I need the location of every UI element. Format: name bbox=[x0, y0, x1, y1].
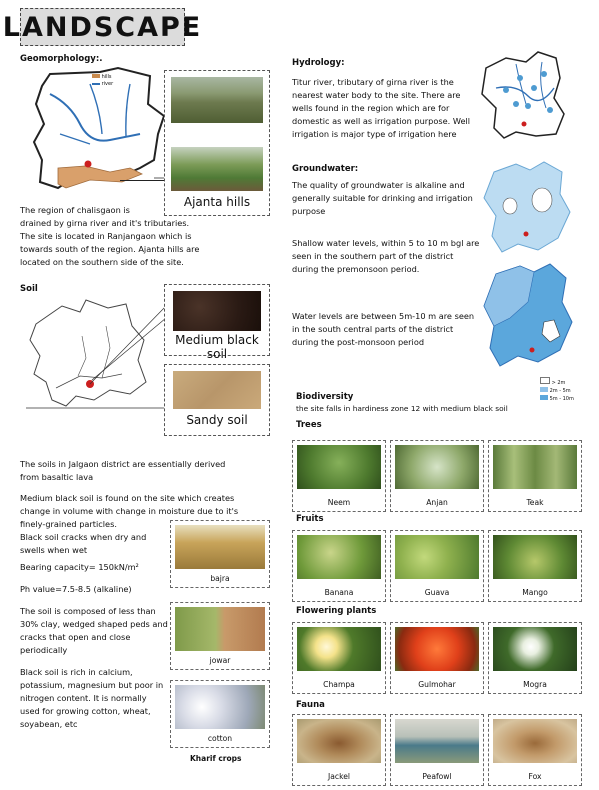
biodiversity-subtitle: the site falls in hardiness zone 12 with medium black soil bbox=[296, 404, 508, 413]
soil-text-cracks: Black soil cracks when dry and swells when wet bbox=[20, 532, 147, 555]
legend-deep: 5m - 10m bbox=[549, 396, 574, 402]
hydrology-text: Titur river, tributary of girna river is the nearest water body to the site. There are wells found in the region which are for domestic as well as irrigation purpose. Well irrigation is major type of irrigation here bbox=[292, 77, 471, 139]
fox-photo bbox=[493, 719, 577, 763]
fauna-card-peafowl: Peafowl bbox=[390, 714, 484, 786]
fruit-card-banana: Banana bbox=[292, 530, 386, 602]
cotton-photo bbox=[175, 685, 265, 729]
fruits-heading: Fruits bbox=[296, 514, 324, 524]
fauna-card-fox: Fox bbox=[488, 714, 582, 786]
hydrology-heading: Hydrology: bbox=[292, 58, 345, 68]
gulmohar-photo bbox=[395, 627, 479, 671]
banana-photo bbox=[297, 535, 381, 579]
flower-card-mogra: Mogra bbox=[488, 622, 582, 694]
geomorphology-heading: Geomorphology:. bbox=[20, 54, 103, 64]
sandy-soil-photo bbox=[173, 371, 261, 409]
legend-shallow: > 2m bbox=[551, 380, 566, 386]
jackel-photo bbox=[297, 719, 381, 763]
groundwater-text-quality: The quality of groundwater is alkaline and generally suitable for drinking and irrigation purpose bbox=[292, 180, 473, 216]
black-soil-caption: Medium black soil bbox=[175, 333, 259, 361]
black-soil-photo bbox=[173, 291, 261, 331]
legend-hills: hills bbox=[101, 74, 112, 80]
soil-text-origin: The soils in Jalgaon district are essentially derived from basaltic lava bbox=[20, 459, 226, 482]
sandy-soil-caption: Sandy soil bbox=[186, 413, 248, 427]
groundwater-premonsoon-map bbox=[480, 158, 572, 258]
medium-black-soil-frame bbox=[164, 284, 270, 361]
geomorphology-connector bbox=[120, 180, 168, 181]
flower-card-champa: Champa bbox=[292, 622, 386, 694]
crop-card-jowar: jowar bbox=[170, 602, 270, 670]
groundwater-text-premonsoon: Shallow water levels, within 5 to 10 m bgl are seen in the southern part of the district during the premonsoon period. bbox=[292, 238, 480, 274]
mogra-photo bbox=[493, 627, 577, 671]
bajra-photo bbox=[175, 525, 265, 569]
crop-card-bajra: bajra bbox=[170, 520, 270, 588]
tree-card-anjan: Anjan bbox=[390, 440, 484, 512]
soil-heading: Soil bbox=[20, 284, 38, 294]
ajanta-hills-photo bbox=[171, 147, 263, 191]
guava-photo bbox=[395, 535, 479, 579]
flowering-heading: Flowering plants bbox=[296, 606, 377, 616]
ajanta-hills-frame bbox=[164, 70, 270, 216]
neem-photo bbox=[297, 445, 381, 489]
geomorphology-legend bbox=[92, 74, 113, 88]
soil-text-black: Medium black soil is found on the site which creates change in volume with change in moisture due to it's finely-grained particles. bbox=[20, 493, 239, 529]
hydrology-map bbox=[476, 48, 568, 144]
ajanta-hills-caption: Ajanta hills bbox=[183, 195, 251, 209]
soil-ph-value: Ph value=7.5-8.5 (alkaline) bbox=[20, 584, 132, 594]
mango-photo bbox=[493, 535, 577, 579]
page-title: LANDSCAPE bbox=[20, 8, 185, 46]
groundwater-postmonsoon-map bbox=[480, 262, 574, 372]
sandy-soil-frame bbox=[164, 364, 270, 436]
champa-photo bbox=[297, 627, 381, 671]
fruit-card-mango: Mango bbox=[488, 530, 582, 602]
soil-map bbox=[26, 296, 176, 418]
trees-heading: Trees bbox=[296, 420, 322, 430]
teak-photo bbox=[493, 445, 577, 489]
crop-card-cotton: cotton bbox=[170, 680, 270, 748]
kharif-crops-caption: Kharif crops bbox=[190, 754, 242, 763]
hills-photo bbox=[171, 77, 263, 123]
jowar-photo bbox=[175, 607, 265, 651]
soil-text-composition: The soil is composed of less than 30% clay, wedged shaped peds and cracks that open and close periodically bbox=[20, 606, 168, 655]
geomorphology-text: The region of chalisgaon is drained by girna river and it's tributaries. The site is located in Ranjangaon which is towards south of the region. Ajanta hills are located on the southern side of the site. bbox=[20, 205, 200, 267]
fruit-card-guava: Guava bbox=[390, 530, 484, 602]
groundwater-heading: Groundwater: bbox=[292, 164, 359, 174]
groundwater-legend bbox=[540, 377, 574, 403]
legend-river: river bbox=[101, 81, 114, 87]
legend-mid: 2m - 5m bbox=[549, 388, 571, 394]
flower-card-gulmohar: Gulmohar bbox=[390, 622, 484, 694]
fauna-heading: Fauna bbox=[296, 700, 325, 710]
tree-card-neem: Neem bbox=[292, 440, 386, 512]
fauna-card-jackel: Jackel bbox=[292, 714, 386, 786]
peafowl-photo bbox=[395, 719, 479, 763]
biodiversity-heading: Biodiversity bbox=[296, 392, 354, 402]
groundwater-text-postmonsoon: Water levels are between 5m-10 m are seen in the south central parts of the district during the post-monsoon period bbox=[292, 311, 475, 347]
tree-card-teak: Teak bbox=[488, 440, 582, 512]
anjan-photo bbox=[395, 445, 479, 489]
soil-bearing-capacity: Bearing capacity= 150kN/m² bbox=[20, 562, 139, 572]
soil-text-nutrients: Black soil is rich in calcium, potassium, magnesium but poor in nitrogen content. It is normally used for growing cotton, wheat, soyabean, etc bbox=[20, 667, 164, 729]
